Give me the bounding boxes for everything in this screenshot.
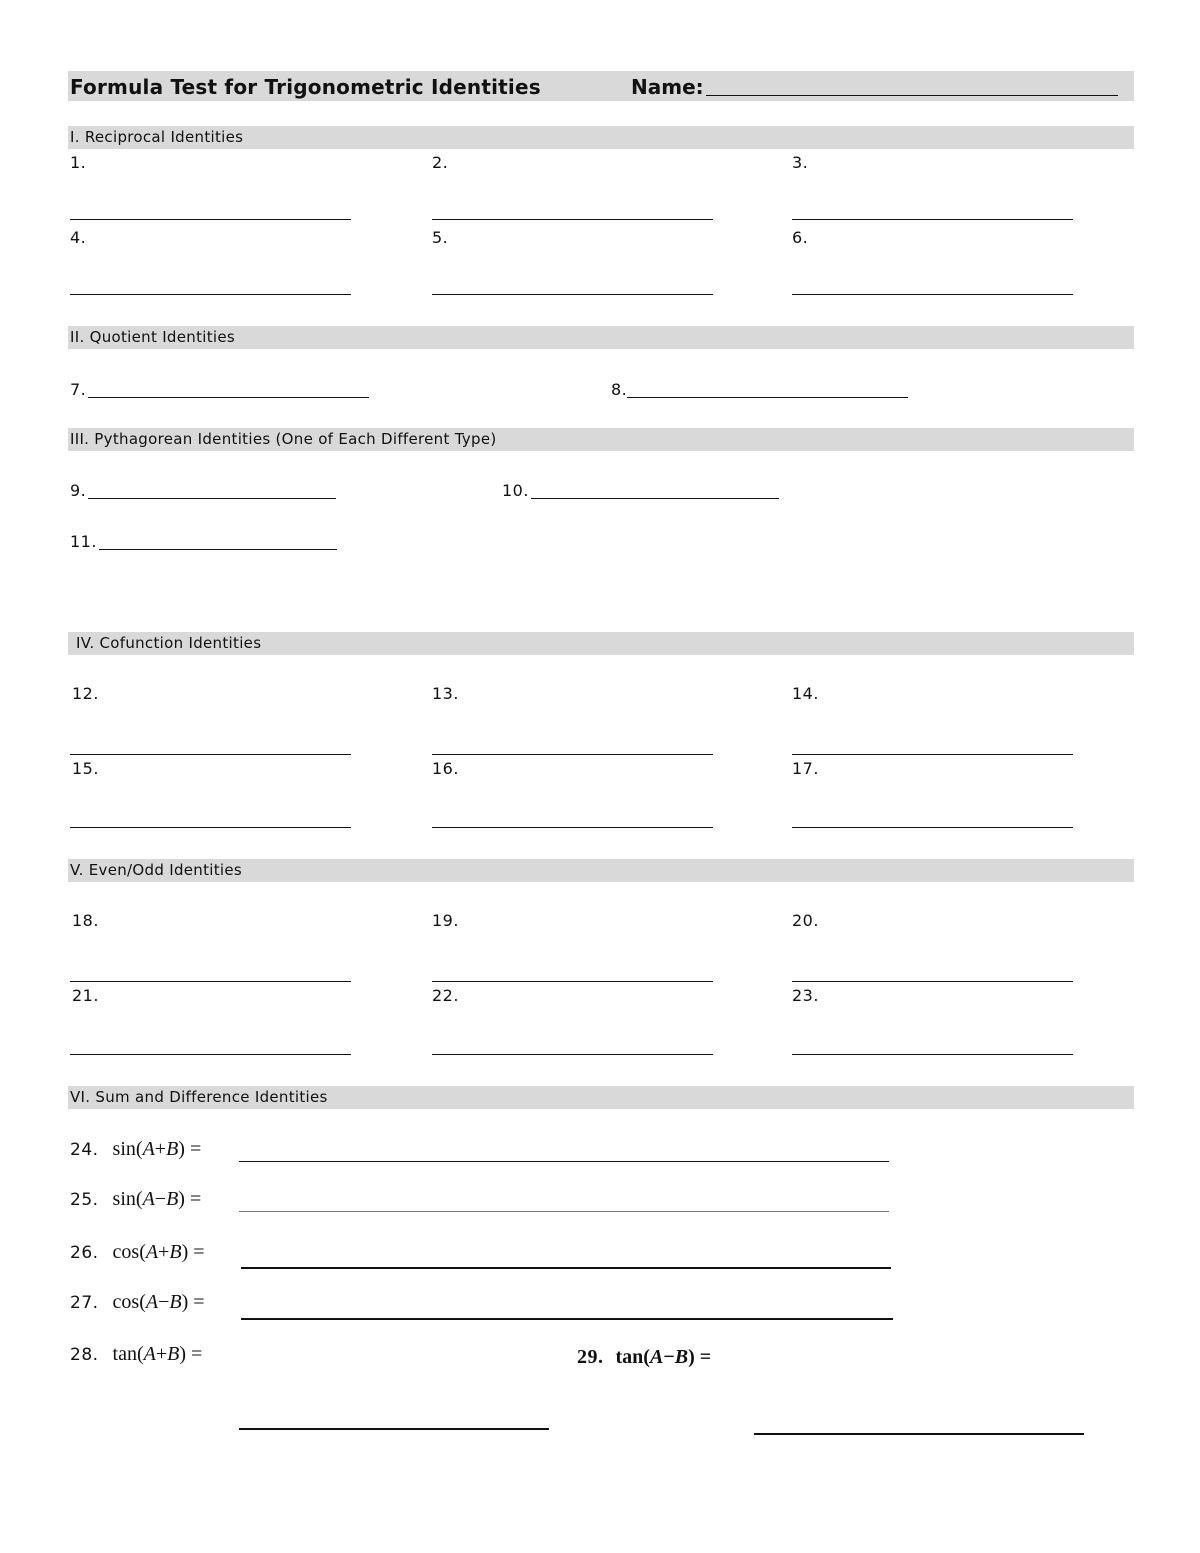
section-title-cofunction: IV. Cofunction Identities [76, 634, 262, 652]
item-number: 9. [70, 481, 87, 500]
paren: ( [643, 1346, 650, 1368]
paren: ( [139, 1291, 146, 1313]
answer-line[interactable] [99, 549, 337, 550]
answer-line[interactable] [88, 397, 369, 398]
item-number: 12. [72, 684, 99, 703]
item-number: 26. [70, 1243, 99, 1263]
paren: ( [135, 1188, 143, 1210]
answer-line[interactable] [70, 827, 351, 828]
answer-line[interactable] [792, 1054, 1073, 1055]
section-title-quotient: II. Quotient Identities [70, 328, 236, 346]
item-number: 10. [502, 481, 529, 500]
answer-line[interactable] [531, 498, 779, 499]
answer-line[interactable] [792, 827, 1073, 828]
operator: − [158, 1291, 170, 1313]
item-number: 24. [70, 1140, 99, 1160]
answer-line[interactable] [432, 754, 713, 755]
name-label: Name: [631, 75, 704, 99]
variable-a: A [143, 1343, 156, 1365]
section-title-even-odd: V. Even/Odd Identities [70, 861, 243, 879]
answer-line[interactable] [70, 981, 351, 982]
item-number: 27. [70, 1293, 99, 1313]
item-number: 19. [432, 911, 459, 930]
operator: + [155, 1343, 168, 1365]
paren: ( [139, 1241, 146, 1263]
answer-line[interactable] [239, 1428, 549, 1430]
operator: + [158, 1241, 170, 1263]
item-number: 14. [792, 684, 819, 703]
answer-line[interactable] [792, 219, 1073, 220]
item-number: 5. [432, 228, 449, 247]
variable-a: A [142, 1188, 155, 1210]
answer-line[interactable] [70, 294, 351, 295]
answer-line[interactable] [241, 1318, 893, 1320]
item-number: 28. [70, 1345, 99, 1365]
paren: ( [136, 1343, 144, 1365]
variable-b: B [674, 1346, 689, 1368]
item-number: 23. [792, 986, 819, 1005]
function-name: cos [112, 1291, 140, 1313]
equals-sign: = [188, 1291, 205, 1313]
answer-line[interactable] [239, 1161, 889, 1162]
item-number: 29. [577, 1346, 604, 1368]
equals-sign: = [188, 1241, 205, 1263]
paren: ) [178, 1188, 185, 1210]
equals-sign: = [694, 1346, 712, 1368]
variable-a: A [145, 1291, 159, 1313]
answer-line[interactable] [792, 294, 1073, 295]
item-number: 15. [72, 759, 99, 778]
formula-26 [70, 1241, 205, 1264]
variable-a: A [145, 1241, 159, 1263]
function-name: sin [112, 1188, 136, 1210]
item-number: 22. [432, 986, 459, 1005]
answer-line[interactable] [792, 981, 1073, 982]
variable-b: B [167, 1343, 180, 1365]
answer-line[interactable] [792, 754, 1073, 755]
function-name: sin [112, 1138, 136, 1160]
item-number: 4. [70, 228, 87, 247]
answer-line[interactable] [627, 397, 908, 398]
function-name: cos [112, 1241, 140, 1263]
variable-b: B [169, 1241, 182, 1263]
paren: ( [135, 1138, 143, 1160]
answer-line[interactable] [754, 1433, 1084, 1435]
item-number: 8. [611, 380, 628, 399]
item-number: 18. [72, 911, 99, 930]
paren: ) [179, 1343, 187, 1365]
paren: ) [181, 1291, 189, 1313]
paren: ) [181, 1241, 189, 1263]
operator: + [154, 1138, 167, 1160]
section-title-pythagorean: III. Pythagorean Identities (One of Each Different Type) [70, 430, 497, 448]
operator: − [663, 1346, 675, 1368]
equals-sign: = [184, 1188, 202, 1210]
variable-b: B [166, 1138, 179, 1160]
item-number: 13. [432, 684, 459, 703]
answer-line[interactable] [432, 294, 713, 295]
item-number: 7. [70, 380, 87, 399]
variable-b: B [166, 1188, 179, 1210]
answer-line[interactable] [70, 1054, 351, 1055]
section-title-sum-difference: VI. Sum and Difference Identities [70, 1088, 328, 1106]
answer-line[interactable] [432, 219, 713, 220]
answer-line[interactable] [432, 1054, 713, 1055]
item-number: 25. [70, 1190, 99, 1210]
name-field-line[interactable] [706, 95, 1118, 96]
variable-a: A [649, 1346, 664, 1368]
paren: ) [688, 1346, 695, 1368]
item-number: 20. [792, 911, 819, 930]
formula-29 [577, 1346, 711, 1369]
item-number: 11. [70, 532, 97, 551]
operator: − [154, 1188, 167, 1210]
answer-line[interactable] [241, 1267, 891, 1269]
answer-line[interactable] [432, 981, 713, 982]
function-name: tan [615, 1346, 644, 1368]
equals-sign: = [186, 1343, 203, 1365]
formula-27 [70, 1291, 205, 1314]
answer-line[interactable] [70, 754, 351, 755]
section-title-reciprocal: I. Reciprocal Identities [70, 128, 244, 146]
function-name: tan [112, 1343, 137, 1365]
formula-24 [70, 1138, 201, 1161]
item-number: 17. [792, 759, 819, 778]
answer-line[interactable] [239, 1211, 889, 1212]
formula-28 [70, 1343, 202, 1366]
formula-25 [70, 1188, 201, 1211]
item-number: 21. [72, 986, 99, 1005]
item-number: 3. [792, 153, 809, 172]
paren: ) [178, 1138, 185, 1160]
variable-b: B [169, 1291, 182, 1313]
page-title: Formula Test for Trigonometric Identities [70, 75, 541, 99]
answer-line[interactable] [70, 219, 351, 220]
answer-line[interactable] [88, 498, 336, 499]
item-number: 16. [432, 759, 459, 778]
item-number: 1. [70, 153, 87, 172]
equals-sign: = [184, 1138, 202, 1160]
variable-a: A [142, 1138, 155, 1160]
item-number: 2. [432, 153, 449, 172]
answer-line[interactable] [432, 827, 713, 828]
item-number: 6. [792, 228, 809, 247]
